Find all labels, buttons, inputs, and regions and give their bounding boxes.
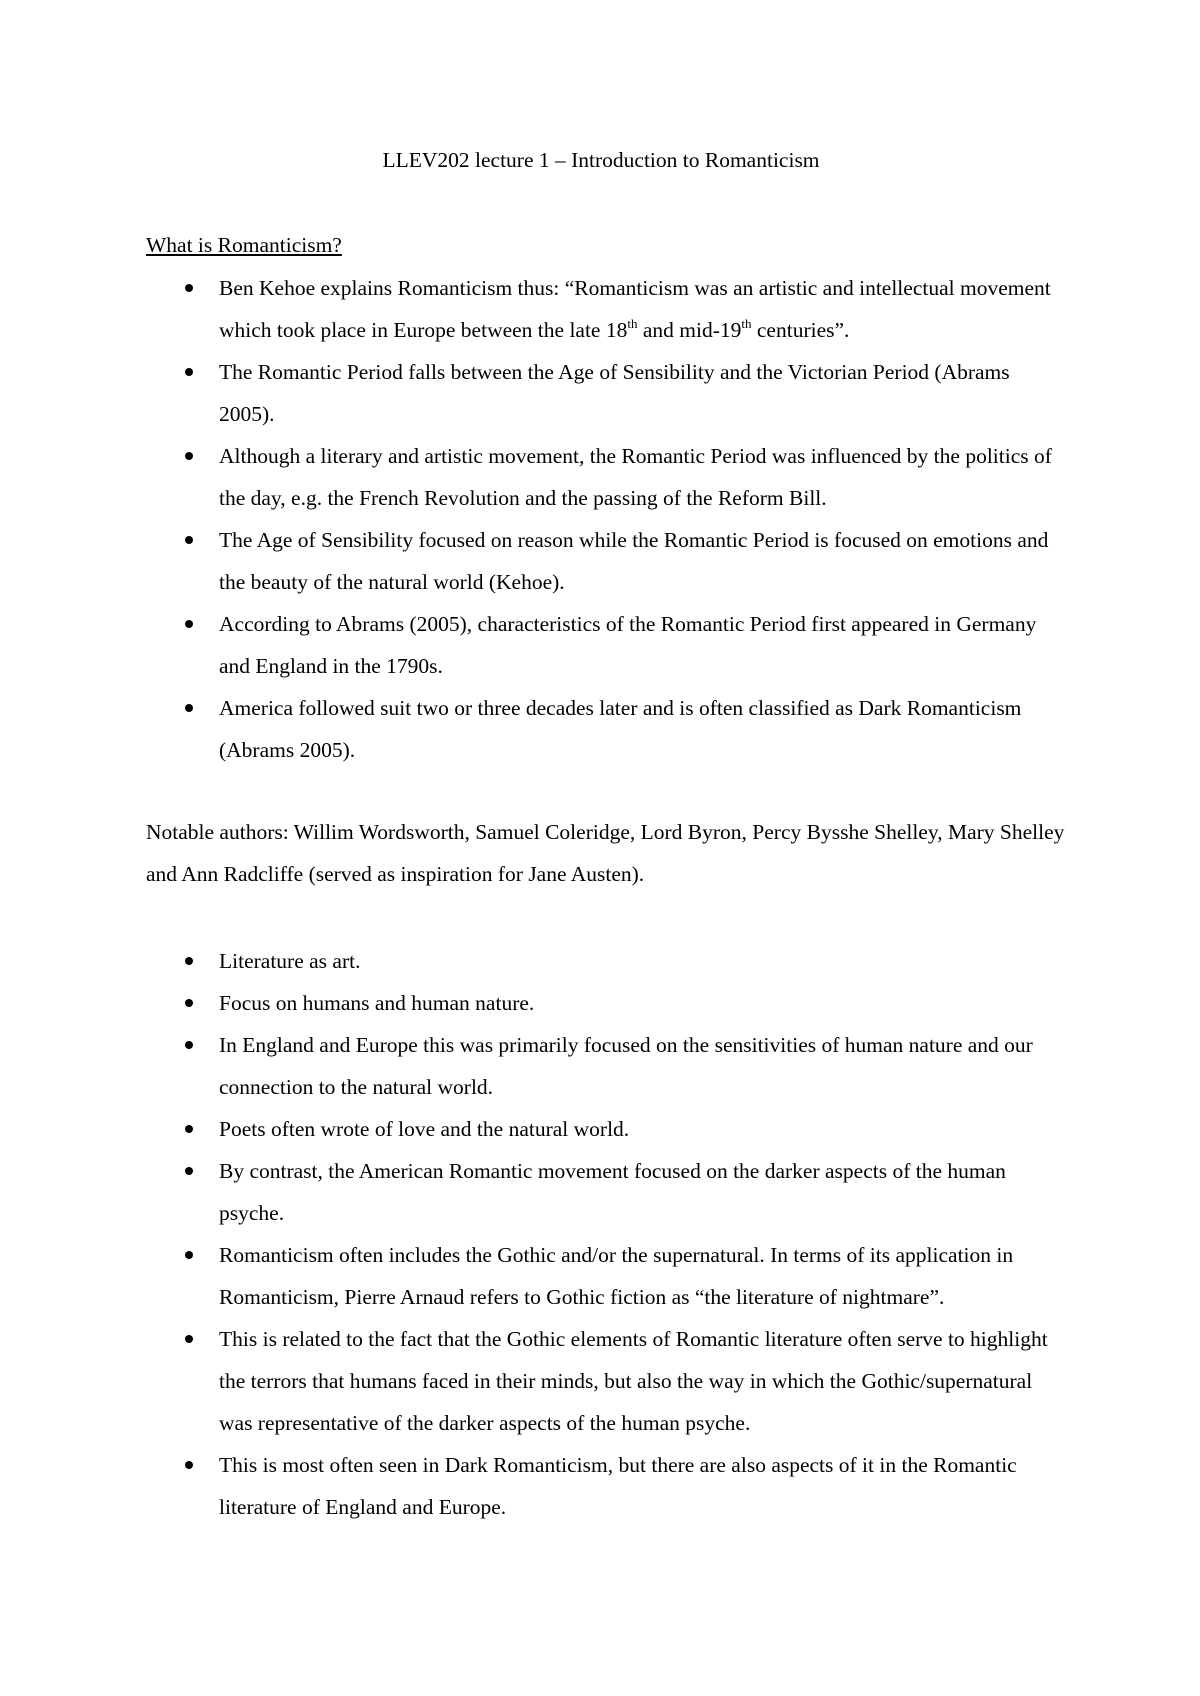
list-item-text-part: Ben Kehoe explains Romanticism thus: “Romanticism was an artistic and intellectual movement which took place in Europe between the late 18 [219, 276, 1051, 342]
list-item [146, 1024, 1066, 1108]
notable-authors-paragraph: Notable authors: Willim Wordsworth, Samuel Coleridge, Lord Byron, Percy Bysshe Shelley, Mary Shelley and Ann Radcliffe (served as inspiration for Jane Austen). [146, 820, 1065, 886]
list-item-text: The Age of Sensibility focused on reason while the Romantic Period is focused on emotions and the beauty of the natural world (Kehoe). [219, 528, 1049, 594]
section-heading: What is Romanticism? [146, 233, 342, 257]
list-item [146, 603, 1066, 687]
list-item [146, 1108, 1066, 1150]
list-item [146, 1444, 1066, 1528]
list-item [146, 267, 1066, 351]
list-item [146, 687, 1066, 771]
bullet-icon [185, 704, 193, 712]
list-item [146, 519, 1066, 603]
bullet-icon [185, 1041, 193, 1049]
bullet-icon [185, 1461, 193, 1469]
bullet-list-characteristics [146, 940, 1066, 1528]
bullet-icon [185, 536, 193, 544]
list-item-text: Literature as art. [219, 949, 361, 973]
list-item-text: Focus on humans and human nature. [219, 991, 535, 1015]
list-item [146, 940, 1066, 982]
list-item-text: Romanticism often includes the Gothic and/or the supernatural. In terms of its application in Romanticism, Pierre Arnaud refers to Gothic fiction as “the literature of nightmare”. [219, 1243, 1014, 1309]
bullet-icon [185, 1167, 193, 1175]
list-item-text: The Romantic Period falls between the Age of Sensibility and the Victorian Period (Abrams 2005). [219, 360, 1010, 426]
bullet-icon [185, 957, 193, 965]
list-item [146, 1318, 1066, 1444]
bullet-icon [185, 452, 193, 460]
bullet-list-what-is-romanticism [146, 267, 1066, 771]
list-item [146, 435, 1066, 519]
bullet-icon [185, 1335, 193, 1343]
bullet-icon [185, 999, 193, 1007]
document-page [146, 0, 1076, 1696]
bullet-icon [185, 284, 193, 292]
list-item-text: Poets often wrote of love and the natural world. [219, 1117, 630, 1141]
list-item [146, 351, 1066, 435]
list-item [146, 1234, 1066, 1318]
list-item-text: According to Abrams (2005), characteristics of the Romantic Period first appeared in Germany and England in the 1790s. [219, 612, 1037, 678]
superscript: th [627, 316, 638, 331]
list-item-text: By contrast, the American Romantic movement focused on the darker aspects of the human psyche. [219, 1159, 1006, 1225]
list-item-text-part: and mid-19 [637, 318, 742, 342]
bullet-icon [185, 1125, 193, 1133]
list-item-text: Although a literary and artistic movement, the Romantic Period was influenced by the politics of the day, e.g. the French Revolution and the passing of the Reform Bill. [219, 444, 1052, 510]
document-title: LLEV202 lecture 1 – Introduction to Romanticism [382, 148, 820, 172]
list-item-text: This is related to the fact that the Gothic elements of Romantic literature often serve to highlight the terrors that humans faced in their minds, but also the way in which the Gothic/supernatural was representative of the darker aspects of the human psyche. [219, 1327, 1048, 1435]
list-item [146, 982, 1066, 1024]
superscript: th [741, 316, 752, 331]
list-item-text: America followed suit two or three decades later and is often classified as Dark Romanticism (Abrams 2005). [219, 696, 1022, 762]
list-item-text-part: centuries”. [751, 318, 850, 342]
bullet-icon [185, 620, 193, 628]
list-item-text: In England and Europe this was primarily focused on the sensitivities of human nature and our connection to the natural world. [219, 1033, 1033, 1099]
list-item [146, 1150, 1066, 1234]
bullet-icon [185, 368, 193, 376]
list-item-text: This is most often seen in Dark Romanticism, but there are also aspects of it in the Romantic literature of England and Europe. [219, 1453, 1017, 1519]
bullet-icon [185, 1251, 193, 1259]
